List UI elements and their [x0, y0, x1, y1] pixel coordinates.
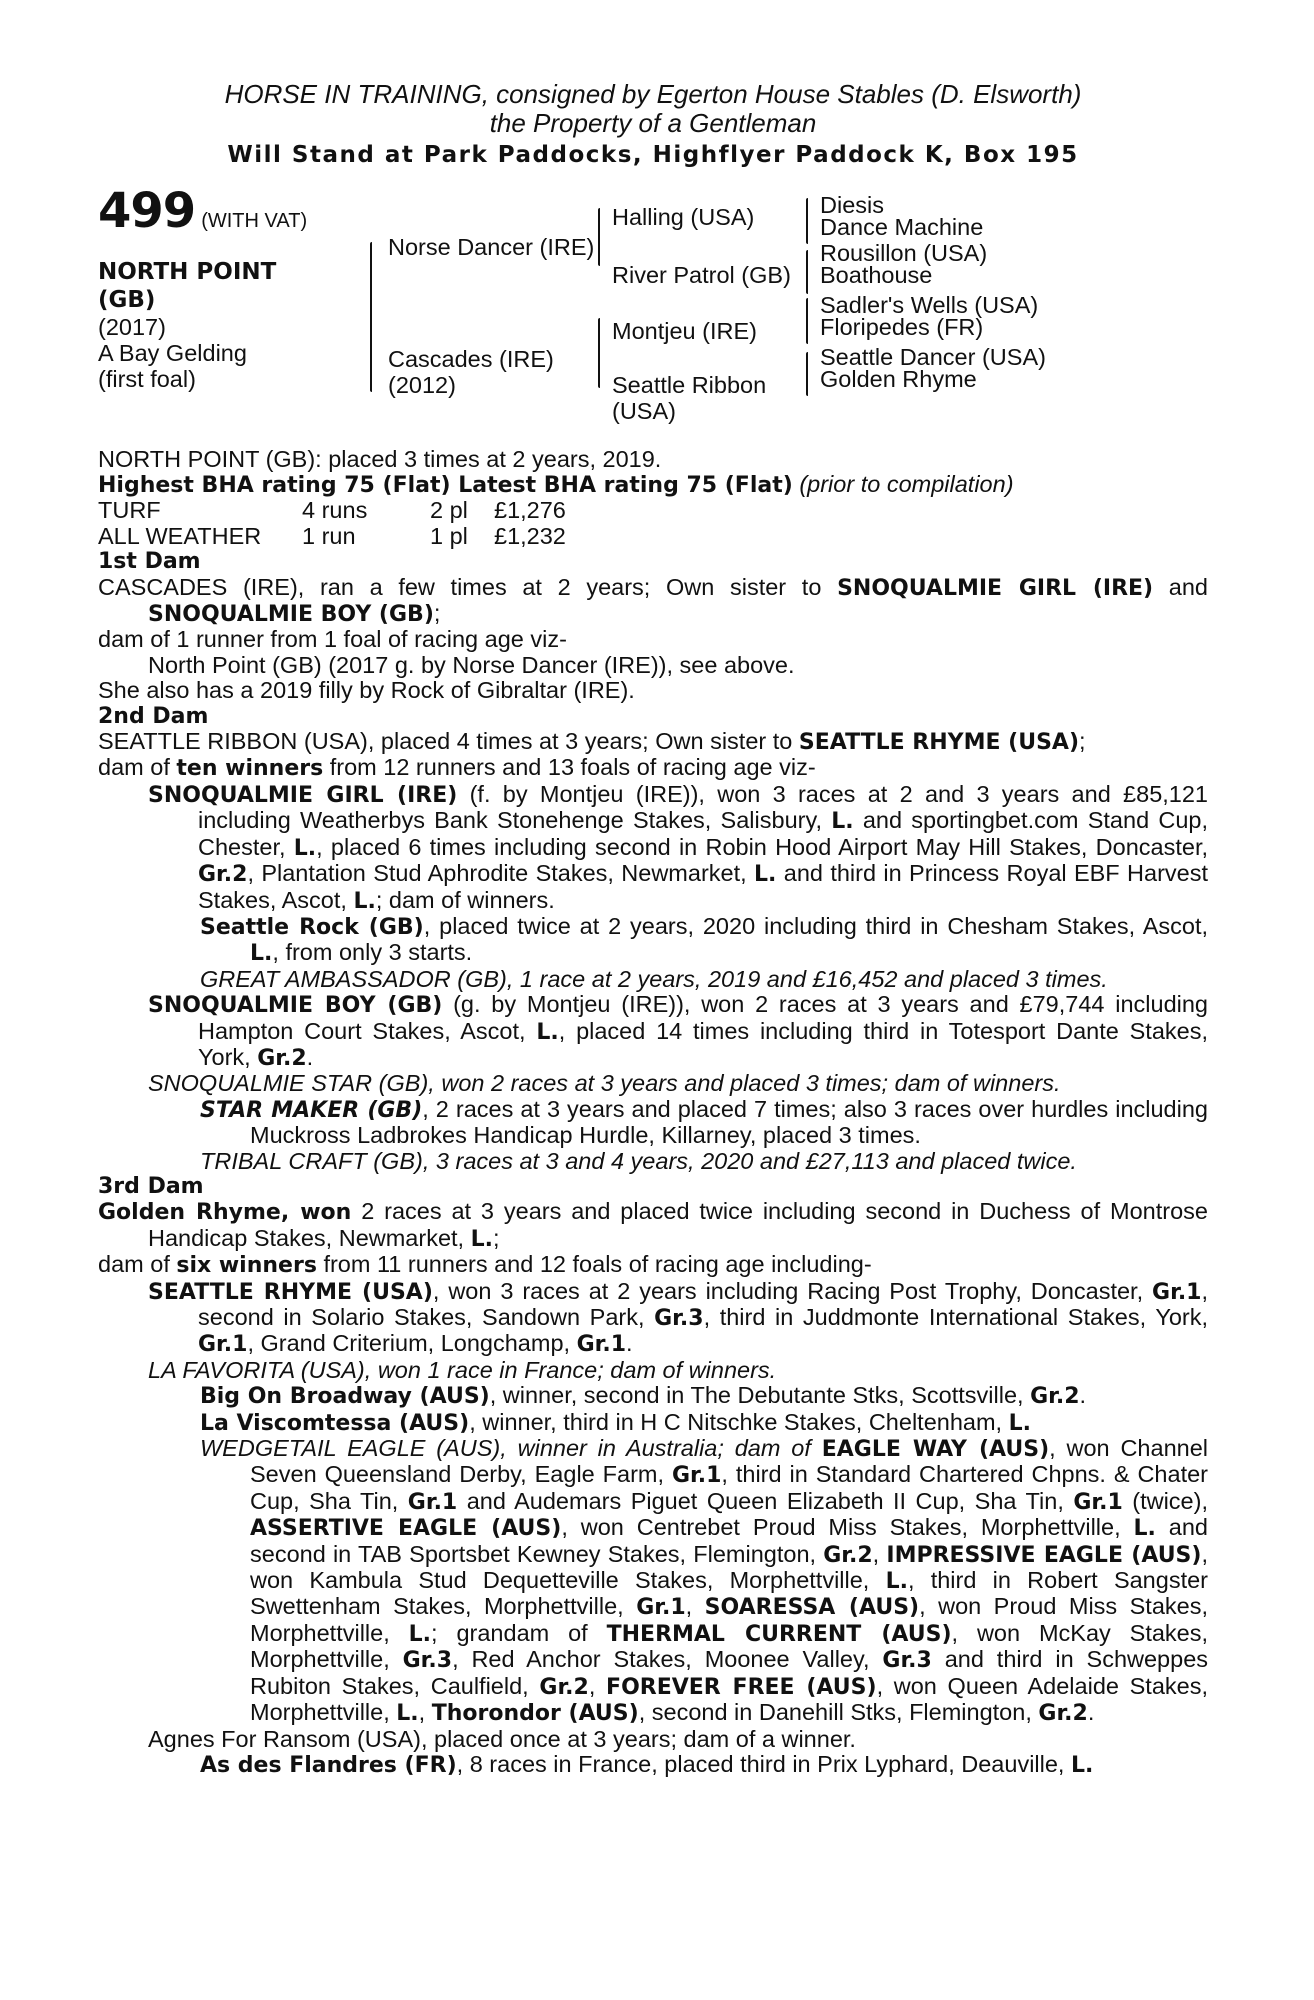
race-record-table	[98, 498, 566, 549]
table-row: TURF 4 runs 2 pl £1,276	[98, 497, 566, 524]
vat-note: (WITH VAT)	[201, 210, 308, 232]
second-dam-entry: SEATTLE RIBBON (USA), placed 4 times at 3 years; Own sister to SEATTLE RHYME (USA);	[98, 728, 1086, 756]
ancestor-dss: Sadler's Wells (USA)	[820, 292, 1039, 318]
ancestor-ddd: Golden Rhyme	[820, 366, 977, 392]
first-dam-note: She also has a 2019 filly by Rock of Gibraltar (IRE).	[98, 677, 635, 704]
sire-dam: River Patrol (GB)	[612, 262, 791, 288]
lot-heading	[98, 183, 308, 239]
pedigree-bracket	[806, 298, 808, 344]
first-dam-produce: dam of 1 runner from 1 foal of racing age viz-	[98, 626, 567, 653]
list-item: SNOQUALMIE STAR (GB), won 2 races at 3 years and placed 3 times; dam of winners.	[148, 1070, 1061, 1097]
dam: Cascades (IRE)	[388, 346, 554, 372]
foaling-year: (2017)	[98, 314, 166, 340]
ancestor-sdd: Boathouse	[820, 262, 933, 288]
stand-location: Will Stand at Park Paddocks, Highflyer Paddock K, Box 195	[227, 142, 1079, 168]
list-item: LA FAVORITA (USA), won 1 race in France; dam of winners.	[148, 1356, 777, 1383]
list-item: SEATTLE RHYME (USA), won 3 races at 2 years including Racing Post Trophy, Doncaster, Gr.1, second in Solario Stakes, Sandown Park, Gr.3, third in Juddmonte International Stakes, York, Gr.1, Grand Criterium, Longchamp, Gr.1.	[148, 1277, 1209, 1358]
list-item: SNOQUALMIE GIRL (IRE) (f. by Montjeu (IRE)), won 3 races at 2 and 3 years and £85,121 including Weatherbys Bank Stonehenge Stakes, Salisbury, L. and sportingbet.com Stand Cup, Chester, L., placed 6 times including second in Robin Hood Airport May Hill Stakes, Doncaster, Gr.2, Plantation Stud Aphrodite Stakes, Newmarket, L. and third in Princess Royal EBF Harvest Stakes, Ascot, L.; dam of winners.	[148, 780, 1209, 914]
list-item: North Point (GB) (2017 g. by Norse Dancer (IRE)), see above.	[148, 651, 795, 678]
dam-sire: Montjeu (IRE)	[612, 318, 757, 344]
second-dam-produce: dam of ten winners from 12 runners and 13 foals of racing age viz-	[98, 754, 816, 782]
pedigree-bracket	[598, 318, 600, 388]
list-item: Big On Broadway (AUS), winner, second in The Debutante Stks, Scottsville, Gr.2.	[200, 1382, 1087, 1410]
ancestor-dds: Seattle Dancer (USA)	[820, 344, 1046, 370]
dam-year: (2012)	[388, 372, 456, 398]
catalogue-page	[98, 80, 1208, 1778]
third-dam-produce: dam of six winners from 11 runners and 12 foals of racing age including-	[98, 1251, 872, 1279]
second-dam-heading: 2nd Dam	[98, 703, 209, 729]
list-item: TRIBAL CRAFT (GB), 3 races at 3 and 4 years, 2020 and £27,113 and placed twice.	[200, 1147, 1077, 1174]
list-item: SNOQUALMIE BOY (GB) (g. by Montjeu (IRE)), won 2 races at 3 years and £79,744 including Hampton Court Stakes, Ascot, L., placed 14 times including third in Totesport Dante Stakes, York, Gr.2.	[148, 991, 1208, 1071]
list-item: WEDGETAIL EAGLE (AUS), winner in Australia; dam of EAGLE WAY (AUS), won Channel Seven Queensland Derby, Eagle Farm, Gr.1, third in Standard Chartered Chpns. & Chater Cup, Sha Tin, Gr.1 and Audemars Piguet Queen Elizabeth II Cup, Sha Tin, Gr.1 (twice), ASSERTIVE EAGLE (AUS), won Centrebet Proud Miss Stakes, Morphettville, L. and second in TAB Sportsbet Kewney Stakes, Flemington, Gr.2, IMPRESSIVE EAGLE (AUS), won Kambula Stud Dequetteville Stakes, Morphettville, L., third in Robert Sangster Swettenham Stakes, Morphettville, Gr.1, SOARESSA (AUS), won Proud Miss Stakes, Morphettville, L.; grandam of THERMAL CURRENT (AUS), won McKay Stakes, Morphettville, Gr.3, Red Anchor Stakes, Moonee Valley, Gr.3 and third in Schweppes Rubiton Stakes, Caulfield, Gr.2, FOREVER FREE (AUS), won Queen Adelaide Stakes, Morphettville, L., Thorondor (AUS), second in Danehill Stks, Flemington, Gr.2.	[200, 1435, 1209, 1727]
sire: Norse Dancer (IRE)	[388, 234, 595, 260]
list-item: Agnes For Ransom (USA), placed once at 3 years; dam of a winner.	[148, 1725, 856, 1752]
race-summary: NORTH POINT (GB): placed 3 times at 2 years, 2019.	[98, 446, 662, 472]
first-dam-entry: CASCADES (IRE), ran a few times at 2 years; Own sister to SNOQUALMIE GIRL (IRE) and SNOQUALMIE BOY (GB);	[98, 573, 1209, 628]
pedigree-bracket	[370, 242, 372, 392]
table-row: ALL WEATHER 1 run 1 pl £1,232	[98, 522, 566, 549]
horse-name-suffix: (GB)	[98, 287, 156, 313]
ancestor-sss: Diesis	[820, 192, 884, 218]
third-dam-heading: 3rd Dam	[98, 1173, 204, 1199]
list-item: GREAT AMBASSADOR (GB), 1 race at 2 years, 2019 and £16,452 and placed 3 times.	[200, 965, 1108, 992]
ancestor-sds: Rousillon (USA)	[820, 240, 988, 266]
first-dam-heading: 1st Dam	[98, 549, 201, 575]
list-item: STAR MAKER (GB), 2 races at 3 years and placed 7 times; also 3 races over hurdles including Muckross Ladbrokes Handicap Hurdle, Killarney, placed 3 times.	[200, 1095, 1208, 1149]
ancestor-dsd: Floripedes (FR)	[820, 314, 984, 340]
pedigree-bracket	[806, 198, 808, 244]
dam-dam-suffix: (USA)	[612, 398, 676, 424]
sire-sire: Halling (USA)	[612, 204, 755, 230]
pedigree-bracket	[598, 208, 600, 266]
dam-dam: Seattle Ribbon	[612, 372, 767, 398]
horse-note: (first foal)	[98, 366, 196, 392]
list-item: As des Flandres (FR), 8 races in France, placed third in Prix Lyphard, Deauville, L.	[200, 1750, 1094, 1778]
catalogue-body	[98, 472, 1208, 1778]
ancestor-ssd: Dance Machine	[820, 214, 984, 240]
third-dam-entry: Golden Rhyme, won 2 races at 3 years and placed twice including second in Duchess of Montrose Handicap Stakes, Newmarket, L.;	[98, 1198, 1208, 1252]
pedigree-block	[98, 183, 1208, 472]
horse-name: NORTH POINT	[98, 259, 277, 285]
consignor-line: HORSE IN TRAINING, consigned by Egerton House Stables (D. Elsworth)	[224, 79, 1082, 109]
pedigree-bracket	[806, 352, 808, 396]
rating-line: Highest BHA rating 75 (Flat) Latest BHA rating 75 (Flat) (prior to compilation)	[98, 471, 1014, 498]
lot-number: 499	[98, 183, 196, 239]
list-item: Seattle Rock (GB), placed twice at 2 years, 2020 including third in Chesham Stakes, Ascot, L., from only 3 starts.	[200, 912, 1209, 967]
property-line: the Property of a Gentleman	[489, 108, 817, 138]
list-item: La Viscomtessa (AUS), winner, third in H C Nitschke Stakes, Cheltenham, L.	[200, 1408, 1032, 1436]
horse-description: A Bay Gelding	[98, 340, 247, 366]
pedigree-bracket	[806, 250, 808, 294]
